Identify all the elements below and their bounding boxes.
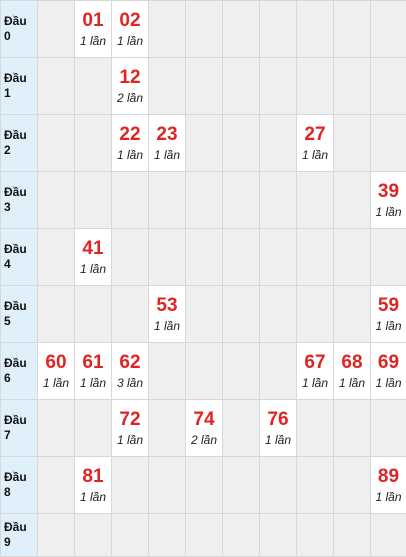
lottery-number: 22	[112, 123, 148, 147]
empty-cell	[334, 115, 371, 172]
lottery-number: 23	[149, 123, 185, 147]
empty-cell	[334, 514, 371, 557]
number-cell	[149, 115, 186, 172]
empty-cell	[186, 229, 223, 286]
number-cell	[112, 115, 149, 172]
empty-cell	[223, 115, 260, 172]
empty-cell	[297, 286, 334, 343]
row-header-label: Đầu	[4, 413, 37, 428]
empty-cell	[260, 286, 297, 343]
empty-cell	[260, 343, 297, 400]
number-cell	[75, 229, 112, 286]
empty-cell	[371, 58, 406, 115]
row-header-digit: 1	[4, 86, 37, 101]
empty-cell	[223, 58, 260, 115]
empty-cell	[75, 58, 112, 115]
empty-cell	[149, 343, 186, 400]
empty-cell	[297, 400, 334, 457]
occurrence-count: 1 lần	[112, 147, 148, 163]
empty-cell	[75, 286, 112, 343]
empty-cell	[334, 229, 371, 286]
row-header	[1, 400, 38, 457]
lottery-number: 67	[297, 351, 333, 375]
row-header	[1, 343, 38, 400]
empty-cell	[334, 457, 371, 514]
empty-cell	[149, 1, 186, 58]
number-cell	[260, 400, 297, 457]
lottery-number: 68	[334, 351, 370, 375]
lottery-number: 74	[186, 408, 222, 432]
row-header-label: Đầu	[4, 470, 37, 485]
occurrence-count: 1 lần	[149, 147, 185, 163]
number-cell	[112, 400, 149, 457]
row-header-label: Đầu	[4, 185, 37, 200]
empty-cell	[297, 457, 334, 514]
empty-cell	[223, 286, 260, 343]
empty-cell	[371, 115, 406, 172]
row-header	[1, 457, 38, 514]
row-header-label: Đầu	[4, 71, 37, 86]
lottery-number: 12	[112, 66, 148, 90]
lottery-number: 41	[75, 237, 111, 261]
empty-cell	[75, 115, 112, 172]
empty-cell	[260, 115, 297, 172]
grid-row-dau-7	[1, 400, 406, 457]
occurrence-count: 1 lần	[75, 33, 111, 49]
row-header-digit: 3	[4, 200, 37, 215]
empty-cell	[297, 172, 334, 229]
empty-cell	[223, 514, 260, 557]
lottery-number: 72	[112, 408, 148, 432]
empty-cell	[186, 172, 223, 229]
empty-cell	[38, 400, 75, 457]
lottery-number: 60	[38, 351, 74, 375]
grid-row-dau-4	[1, 229, 406, 286]
occurrence-count: 1 lần	[334, 375, 370, 391]
empty-cell	[260, 229, 297, 286]
empty-cell	[186, 115, 223, 172]
empty-cell	[223, 172, 260, 229]
empty-cell	[334, 400, 371, 457]
occurrence-count: 1 lần	[75, 261, 111, 277]
row-header-label: Đầu	[4, 520, 37, 535]
empty-cell	[38, 514, 75, 557]
occurrence-count: 1 lần	[75, 375, 111, 391]
empty-cell	[112, 172, 149, 229]
grid-row-dau-9	[1, 514, 406, 557]
empty-cell	[297, 229, 334, 286]
empty-cell	[186, 1, 223, 58]
empty-cell	[223, 457, 260, 514]
occurrence-count: 1 lần	[297, 375, 333, 391]
row-header-label: Đầu	[4, 242, 37, 257]
lottery-number: 02	[112, 9, 148, 33]
empty-cell	[149, 58, 186, 115]
row-header-digit: 2	[4, 143, 37, 158]
empty-cell	[186, 343, 223, 400]
occurrence-count: 1 lần	[297, 147, 333, 163]
occurrence-count: 1 lần	[149, 318, 185, 334]
grid-row-dau-5	[1, 286, 406, 343]
empty-cell	[149, 514, 186, 557]
empty-cell	[334, 58, 371, 115]
row-header-digit: 6	[4, 371, 37, 386]
number-cell	[371, 286, 406, 343]
empty-cell	[38, 457, 75, 514]
empty-cell	[371, 400, 406, 457]
empty-cell	[260, 457, 297, 514]
empty-cell	[186, 514, 223, 557]
number-cell	[334, 343, 371, 400]
empty-cell	[186, 457, 223, 514]
empty-cell	[75, 514, 112, 557]
row-header-label: Đầu	[4, 356, 37, 371]
row-header	[1, 286, 38, 343]
lottery-number: 89	[371, 465, 406, 489]
empty-cell	[75, 172, 112, 229]
grid-row-dau-6	[1, 343, 406, 400]
row-header-digit: 9	[4, 535, 37, 550]
occurrence-count: 1 lần	[75, 489, 111, 505]
empty-cell	[112, 514, 149, 557]
empty-cell	[223, 400, 260, 457]
empty-cell	[297, 514, 334, 557]
row-header	[1, 58, 38, 115]
empty-cell	[38, 286, 75, 343]
occurrence-count: 1 lần	[38, 375, 74, 391]
number-cell	[112, 58, 149, 115]
number-cell	[297, 343, 334, 400]
number-cell	[371, 343, 406, 400]
empty-cell	[186, 286, 223, 343]
empty-cell	[334, 286, 371, 343]
empty-cell	[75, 400, 112, 457]
row-header-digit: 0	[4, 29, 37, 44]
empty-cell	[38, 115, 75, 172]
occurrence-count: 2 lần	[186, 432, 222, 448]
empty-cell	[297, 1, 334, 58]
number-cell	[297, 115, 334, 172]
empty-cell	[149, 172, 186, 229]
grid-row-dau-0	[1, 1, 406, 58]
empty-cell	[371, 514, 406, 557]
row-header	[1, 172, 38, 229]
lottery-number: 39	[371, 180, 406, 204]
grid-row-dau-8	[1, 457, 406, 514]
empty-cell	[186, 58, 223, 115]
occurrence-count: 1 lần	[112, 432, 148, 448]
grid-row-dau-2	[1, 115, 406, 172]
occurrence-count: 1 lần	[371, 204, 406, 220]
occurrence-count: 3 lần	[112, 375, 148, 391]
empty-cell	[149, 229, 186, 286]
occurrence-count: 2 lần	[112, 90, 148, 106]
empty-cell	[260, 514, 297, 557]
lottery-number: 01	[75, 9, 111, 33]
empty-cell	[112, 286, 149, 343]
row-header	[1, 115, 38, 172]
number-cell	[75, 343, 112, 400]
empty-cell	[149, 457, 186, 514]
empty-cell	[38, 172, 75, 229]
row-header-digit: 8	[4, 485, 37, 500]
grid-row-dau-3	[1, 172, 406, 229]
number-cell	[112, 1, 149, 58]
row-header-label: Đầu	[4, 14, 37, 29]
number-cell	[371, 172, 406, 229]
row-header-digit: 7	[4, 428, 37, 443]
empty-cell	[371, 1, 406, 58]
lottery-number: 76	[260, 408, 296, 432]
empty-cell	[112, 229, 149, 286]
empty-cell	[38, 1, 75, 58]
number-cell	[112, 343, 149, 400]
lottery-number: 62	[112, 351, 148, 375]
empty-cell	[260, 58, 297, 115]
lottery-number: 81	[75, 465, 111, 489]
lottery-number: 59	[371, 294, 406, 318]
empty-cell	[112, 457, 149, 514]
empty-cell	[38, 58, 75, 115]
row-header	[1, 1, 38, 58]
number-cell	[149, 286, 186, 343]
number-cell	[371, 457, 406, 514]
row-header-digit: 5	[4, 314, 37, 329]
empty-cell	[149, 400, 186, 457]
empty-cell	[297, 58, 334, 115]
lottery-number: 27	[297, 123, 333, 147]
row-header-label: Đầu	[4, 128, 37, 143]
lottery-number: 61	[75, 351, 111, 375]
row-header	[1, 514, 38, 557]
number-cell	[75, 457, 112, 514]
number-cell	[186, 400, 223, 457]
occurrence-count: 1 lần	[260, 432, 296, 448]
empty-cell	[38, 229, 75, 286]
occurrence-count: 1 lần	[371, 489, 406, 505]
number-cell	[38, 343, 75, 400]
number-cell	[75, 1, 112, 58]
occurrence-count: 1 lần	[112, 33, 148, 49]
row-header-digit: 4	[4, 257, 37, 272]
empty-cell	[223, 1, 260, 58]
row-header-label: Đầu	[4, 299, 37, 314]
empty-cell	[371, 229, 406, 286]
empty-cell	[223, 229, 260, 286]
empty-cell	[334, 1, 371, 58]
lottery-number: 69	[371, 351, 406, 375]
empty-cell	[223, 343, 260, 400]
empty-cell	[260, 172, 297, 229]
occurrence-count: 1 lần	[371, 375, 406, 391]
empty-cell	[334, 172, 371, 229]
lottery-number: 53	[149, 294, 185, 318]
grid-row-dau-1	[1, 58, 406, 115]
grid-body	[1, 1, 406, 557]
empty-cell	[260, 1, 297, 58]
row-header	[1, 229, 38, 286]
occurrence-count: 1 lần	[371, 318, 406, 334]
